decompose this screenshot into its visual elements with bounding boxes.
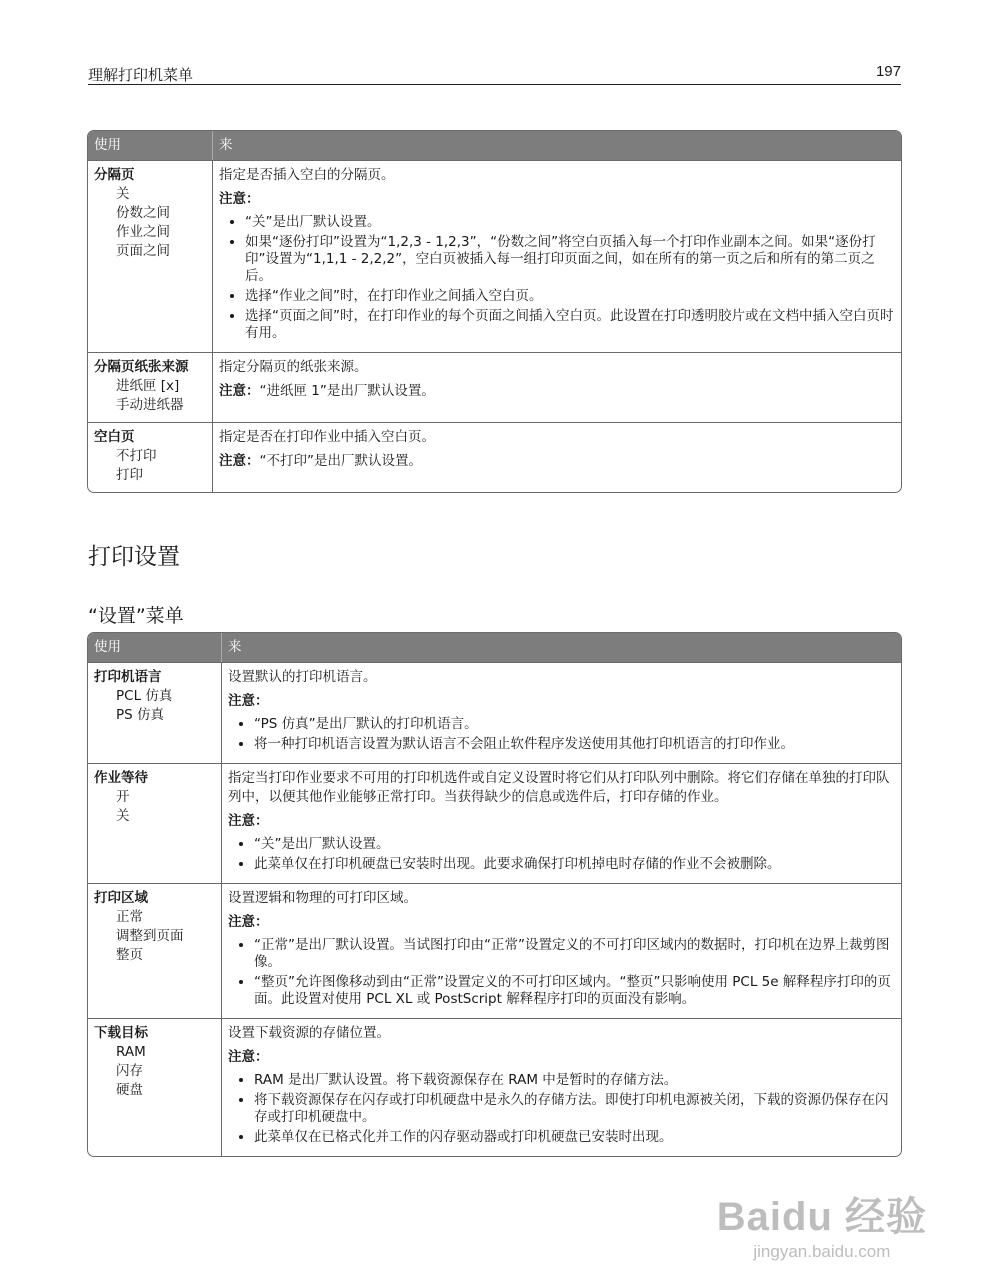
table-row — [88, 422, 901, 492]
note-list — [228, 836, 895, 873]
option-cell — [88, 662, 222, 763]
page-header — [88, 62, 901, 85]
column-header-use: 使用 — [88, 633, 222, 662]
watermark — [717, 1185, 927, 1262]
table-row — [88, 883, 901, 1018]
column-header-purpose: 来 — [222, 633, 901, 662]
separator-options-table — [87, 130, 902, 493]
description-cell — [213, 422, 901, 492]
table-row — [88, 160, 901, 352]
option-title: 打印区域 — [94, 890, 148, 906]
option-value: RAM — [116, 1044, 146, 1060]
note-label: 注意： — [228, 1049, 269, 1065]
description-text: 设置逻辑和物理的可打印区域。 — [228, 890, 417, 906]
option-cell — [88, 1018, 222, 1156]
option-value: 手动进纸器 — [116, 397, 184, 413]
description-cell — [222, 1018, 901, 1156]
note-list — [219, 214, 895, 342]
note-label: 注意： — [219, 191, 260, 207]
note-item: • “正常”是出厂默认设置。当试图打印由“正常”设置定义的不可打印区域内的数据时，打印机在边界上裁剪图像。 — [254, 937, 895, 971]
note-line — [228, 1048, 895, 1067]
option-title: 作业等待 — [94, 770, 148, 786]
option-cell — [88, 763, 222, 883]
note-list — [228, 1072, 895, 1146]
option-value: 作业之间 — [116, 224, 170, 240]
note-line — [228, 692, 895, 711]
option-value: 打印 — [116, 467, 143, 483]
option-cell — [88, 352, 213, 422]
option-title: 分隔页 — [94, 167, 135, 183]
note-item: • 此菜单仅在打印机硬盘已安装时出现。此要求确保打印机掉电时存储的作业不会被删除。 — [254, 856, 895, 873]
column-header-purpose: 来 — [213, 131, 901, 160]
option-cell — [88, 422, 213, 492]
option-value: 闪存 — [116, 1063, 143, 1079]
subsection-title: “设置”菜单 — [88, 605, 184, 627]
note-line — [219, 382, 895, 401]
note-text: “进纸匣 1”是出厂默认设置。 — [259, 383, 435, 399]
option-value: PS 仿真 — [116, 707, 165, 723]
note-item: • 选择“作业之间”时，在打印作业之间插入空白页。 — [245, 288, 895, 305]
option-value: 正常 — [116, 909, 143, 925]
description-cell — [222, 662, 901, 763]
note-item: • 将下载资源保存在闪存或打印机硬盘中是永久的存储方法。即使打印机电源被关闭，下载的资源仍保存在闪存或打印机硬盘中。 — [254, 1092, 895, 1126]
option-value: 页面之间 — [116, 243, 170, 259]
page-number: 197 — [875, 63, 901, 80]
watermark-logo: Baidu 经验 — [716, 1195, 927, 1239]
option-value: 整页 — [116, 947, 143, 963]
section-title: 打印设置 — [88, 544, 180, 570]
column-header-use: 使用 — [88, 131, 213, 160]
description-cell — [222, 883, 901, 1018]
option-value: 进纸匣 [x] — [116, 378, 180, 394]
table-row — [88, 662, 901, 763]
option-title: 空白页 — [94, 429, 135, 445]
note-item: • RAM 是出厂默认设置。将下载资源保存在 RAM 中是暂时的存储方法。 — [254, 1072, 895, 1089]
note-item: • “关”是出厂默认设置。 — [254, 836, 895, 853]
note-label: 注意： — [228, 914, 269, 930]
note-item: • “整页”允许图像移动到由“正常”设置定义的不可打印区域内。“整页”只影响使用 PCL 5e 解释程序打印的页面。此设置对使用 PCL XL 或 PostScript 解释程序打印的页面没有影响。 — [254, 974, 895, 1008]
table-row — [88, 1018, 901, 1156]
option-value: 不打印 — [116, 448, 157, 464]
option-value: 关 — [116, 186, 130, 202]
option-title: 下载目标 — [94, 1025, 148, 1041]
option-cell — [88, 883, 222, 1018]
description-text: 指定是否插入空白的分隔页。 — [219, 167, 395, 183]
description-text: 设置默认的打印机语言。 — [228, 669, 377, 685]
note-label: 注意： — [219, 453, 260, 469]
description-text: 指定当打印作业要求不可用的打印机选件或自定义设置时将它们从打印队列中删除。将它们存储在单独的打印队列中，以便其他作业能够正常打印。当获得缺少的信息或选件后，打印存储的作业。 — [228, 770, 890, 805]
option-value: PCL 仿真 — [116, 688, 173, 704]
note-item: • 此菜单仅在已格式化并工作的闪存驱动器或打印机硬盘已安装时出现。 — [254, 1129, 895, 1146]
description-text: 指定分隔页的纸张来源。 — [219, 359, 368, 375]
option-title: 打印机语言 — [94, 669, 162, 685]
running-title: 理解打印机菜单 — [88, 66, 194, 84]
option-value: 开 — [116, 789, 130, 805]
note-label: 注意： — [219, 383, 260, 399]
description-text: 指定是否在打印作业中插入空白页。 — [219, 429, 435, 445]
description-cell — [213, 160, 901, 352]
option-value: 关 — [116, 808, 130, 824]
note-item: • 将一种打印机语言设置为默认语言不会阻止软件程序发送使用其他打印机语言的打印作业。 — [254, 736, 895, 753]
note-item: • “PS 仿真”是出厂默认的打印机语言。 — [254, 716, 895, 733]
option-value: 硬盘 — [116, 1082, 143, 1098]
table-row — [88, 352, 901, 422]
note-item: • 选择“页面之间”时，在打印作业的每个页面之间插入空白页。此设置在打印透明胶片或在文档中插入空白页时有用。 — [245, 308, 895, 342]
note-label: 注意： — [228, 813, 269, 829]
option-title: 分隔页纸张来源 — [94, 359, 189, 375]
description-cell — [213, 352, 901, 422]
setup-menu-table — [87, 632, 902, 1157]
option-cell — [88, 160, 213, 352]
note-line — [219, 452, 895, 471]
note-line — [219, 190, 895, 209]
note-item: • “关”是出厂默认设置。 — [245, 214, 895, 231]
description-text: 设置下载资源的存储位置。 — [228, 1025, 390, 1041]
description-cell — [222, 763, 901, 883]
note-list — [228, 937, 895, 1008]
note-label: 注意： — [228, 693, 269, 709]
note-line — [228, 913, 895, 932]
note-item: • 如果“逐份打印”设置为“1,2,3 - 1,2,3”，“份数之间”将空白页插入每一个打印作业副本之间。如果“逐份打印”设置为“1,1,1 - 2,2,2”，空白页被插入每一组打印页面之间，如在所有的第一页之后和所有的第二页之后。 — [245, 234, 895, 285]
note-list — [228, 716, 895, 753]
watermark-site: jingyan.baidu.com — [753, 1242, 891, 1261]
option-value: 调整到页面 — [116, 928, 184, 944]
note-line — [228, 812, 895, 831]
table-row — [88, 763, 901, 883]
note-text: “不打印”是出厂默认设置。 — [259, 453, 422, 469]
option-value: 份数之间 — [116, 205, 170, 221]
